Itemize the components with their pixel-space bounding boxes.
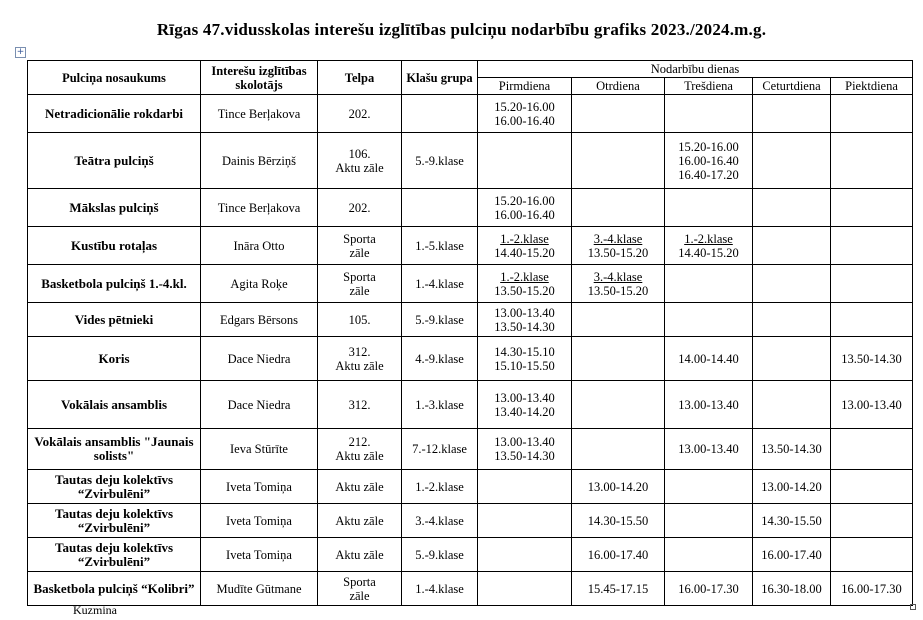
table-row [28,133,913,189]
table-row [28,504,913,538]
group-label: 3.-4.klase [593,231,643,246]
schedule-cell [831,470,913,504]
time-slot: 16.00-16.40 [678,153,739,168]
room-line: 105. [348,312,371,327]
time-slot: 15.10-15.50 [494,358,555,373]
time-slot: 16.40-17.20 [678,167,739,182]
table-move-handle-icon[interactable]: + [16,47,25,57]
teacher-name: Mudīte Gūtmane [201,572,318,606]
club-name: Netradicionālie rokdarbi [28,95,201,133]
header-teacher: Interešu izglītības skolotājs [201,61,318,95]
class-group: 1.-3.klase [402,381,478,429]
class-group [402,189,478,227]
time-slot: 13.00-14.20 [761,479,822,494]
header-day: Trešdiena [665,78,753,95]
club-name: Kustību rotaļas [28,227,201,265]
room-line: Sporta [343,231,376,246]
schedule-cell [478,303,572,337]
teacher-name: Ināra Otto [201,227,318,265]
schedule-cell [478,133,572,189]
schedule-cell [831,538,913,572]
schedule-cell [831,504,913,538]
room-line: zāle [349,245,370,260]
schedule-cell [831,133,913,189]
time-slot: 15.20-16.00 [678,139,739,154]
schedule-cell [572,265,665,303]
room-line: Sporta [343,269,376,284]
room-line: 106. [348,146,371,161]
time-slot: 13.50-15.20 [587,283,649,298]
time-slot: 13.00-13.40 [678,397,739,412]
schedule-cell [478,538,572,572]
header-room: Telpa [318,61,402,95]
class-group: 1.-2.klase [402,470,478,504]
class-group: 4.-9.klase [402,337,478,381]
schedule-cell [831,337,913,381]
room-cell [318,337,402,381]
club-name: Koris [28,337,201,381]
time-slot: 16.00-16.40 [494,113,555,128]
table-row [28,337,913,381]
room-line: Aktu zāle [335,547,384,562]
schedule-cell [753,227,831,265]
schedule-cell [831,189,913,227]
teacher-name: Agita Roķe [201,265,318,303]
schedule-cell [753,429,831,470]
table-row [28,189,913,227]
room-cell [318,572,402,606]
class-group: 5.-9.klase [402,303,478,337]
table-row [28,470,913,504]
time-slot: 13.50-14.30 [761,442,822,456]
time-slot: 13.00-13.40 [841,397,902,412]
schedule-cell [665,133,753,189]
schedule-cell [478,470,572,504]
time-slot: 16.00-16.40 [494,207,555,222]
time-slot: 14.40-15.20 [678,245,739,260]
header-days-title: Nodarbību dienas [478,61,913,78]
teacher-name: Dainis Bērziņš [201,133,318,189]
schedule-table [27,60,913,606]
time-slot: 13.50-14.30 [494,449,555,463]
group-label: 1.-2.klase [500,269,549,284]
table-row [28,227,913,265]
schedule-cell [665,572,753,606]
room-line: zāle [349,283,370,298]
schedule-cell [665,429,753,470]
schedule-cell [665,303,753,337]
class-group [402,95,478,133]
schedule-cell [478,95,572,133]
time-slot: 13.00-13.40 [494,390,555,405]
schedule-cell [478,504,572,538]
table-row [28,381,913,429]
room-line: 212. [348,435,371,449]
group-label: 3.-4.klase [593,269,643,284]
schedule-cell [478,381,572,429]
room-line: Aktu zāle [335,358,384,373]
time-slot: 16.00-17.40 [761,547,822,562]
table-row [28,303,913,337]
time-slot: 13.50-14.30 [841,351,902,366]
header-name: Pulciņa nosaukums [28,61,201,95]
schedule-cell [665,189,753,227]
schedule-cell [753,337,831,381]
class-group: 1.-4.klase [402,572,478,606]
group-label: 1.-2.klase [684,231,733,246]
schedule-cell [753,265,831,303]
schedule-cell [753,189,831,227]
schedule-cell [831,572,913,606]
schedule-cell [478,227,572,265]
document-title: Rīgas 47.vidusskolas interešu izglītības pulciņu nodarbību grafiks 2023./2024.m.g. [156,20,767,39]
class-group: 3.-4.klase [402,504,478,538]
room-line: Aktu zāle [335,160,384,175]
class-group: 5.-9.klase [402,133,478,189]
room-cell [318,303,402,337]
club-name: Basketbola pulciņš 1.-4.kl. [28,265,201,303]
room-line: zāle [349,588,370,603]
table-row [28,265,913,303]
header-day: Pirmdiena [478,78,572,95]
room-line: 202. [348,106,371,121]
teacher-name: Tince Berļakova [201,95,318,133]
schedule-cell [753,95,831,133]
header-group: Klašu grupa [402,61,478,95]
schedule-cell [478,337,572,381]
club-name: Tautas deju kolektīvs “Zvirbulēni” [28,470,201,504]
time-slot: 15.45-17.15 [587,581,649,596]
header-day: Otrdiena [572,78,665,95]
time-slot: 14.30-15.50 [761,513,822,528]
schedule-cell [753,470,831,504]
schedule-cell [753,133,831,189]
schedule-cell [665,227,753,265]
room-cell [318,133,402,189]
schedule-cell [665,95,753,133]
schedule-cell [665,337,753,381]
teacher-name: Iveta Tomiņa [201,538,318,572]
schedule-cell [572,429,665,470]
time-slot: 14.00-14.40 [678,351,739,366]
time-slot: 16.00-17.30 [841,581,902,596]
room-cell [318,429,402,470]
schedule-cell [665,265,753,303]
time-slot: 16.00-17.40 [587,547,649,562]
room-line: Aktu zāle [335,449,384,463]
schedule-cell [572,227,665,265]
schedule-cell [831,429,913,470]
room-line: Sporta [343,574,376,589]
schedule-cell [478,189,572,227]
schedule-cell [572,303,665,337]
footer-note: Kuzmina [73,603,117,617]
schedule-cell [831,227,913,265]
time-slot: 13.00-13.40 [494,435,555,449]
schedule-cell [478,572,572,606]
teacher-name: Iveta Tomiņa [201,504,318,538]
room-cell [318,504,402,538]
schedule-cell [572,189,665,227]
header-day: Ceturtdiena [753,78,831,95]
room-cell [318,95,402,133]
schedule-cell [572,337,665,381]
schedule-cell [572,133,665,189]
schedule-cell [753,303,831,337]
time-slot: 13.00-13.40 [494,305,555,320]
club-name: Vokālais ansamblis [28,381,201,429]
time-slot: 13.00-13.40 [678,442,739,456]
room-cell [318,538,402,572]
table-resize-handle[interactable] [910,604,916,610]
schedule-cell [753,572,831,606]
club-name: Vides pētnieki [28,303,201,337]
room-line: 312. [348,344,371,359]
table-row [28,572,913,606]
teacher-name: Dace Niedra [201,337,318,381]
club-name: Tautas deju kolektīvs “Zvirbulēni” [28,504,201,538]
schedule-cell [753,538,831,572]
schedule-cell [478,265,572,303]
schedule-cell [665,538,753,572]
teacher-name: Dace Niedra [201,381,318,429]
room-cell [318,470,402,504]
schedule-cell [753,504,831,538]
schedule-cell [665,381,753,429]
time-slot: 15.20-16.00 [494,99,555,114]
time-slot: 16.30-18.00 [761,581,822,596]
class-group: 5.-9.klase [402,538,478,572]
schedule-cell [572,504,665,538]
class-group: 1.-4.klase [402,265,478,303]
class-group: 7.-12.klase [402,429,478,470]
time-slot: 13.50-15.20 [494,283,555,298]
schedule-cell [831,265,913,303]
schedule-cell [665,470,753,504]
class-group: 1.-5.klase [402,227,478,265]
time-slot: 13.40-14.20 [494,404,555,419]
time-slot: 13.50-15.20 [587,245,649,260]
club-name: Basketbola pulciņš “Kolibri” [28,572,201,606]
time-slot: 16.00-17.30 [678,581,739,596]
time-slot: 15.20-16.00 [494,193,555,208]
table-row [28,429,913,470]
time-slot: 14.30-15.50 [587,513,649,528]
schedule-cell [831,95,913,133]
group-label: 1.-2.klase [500,231,549,246]
schedule-cell [831,303,913,337]
header-day: Piektdiena [831,78,913,95]
schedule-cell [478,429,572,470]
time-slot: 13.00-14.20 [587,479,649,494]
schedule-cell [753,381,831,429]
club-name: Teātra pulciņš [28,133,201,189]
teacher-name: Tince Berļakova [201,189,318,227]
schedule-cell [831,381,913,429]
room-cell [318,381,402,429]
club-name: Vokālais ansamblis "Jaunais solists" [28,429,201,470]
text-cursor [912,134,913,146]
schedule-cell [572,95,665,133]
room-cell [318,227,402,265]
room-line: Aktu zāle [335,513,384,528]
room-line: Aktu zāle [335,479,384,494]
teacher-name: Ieva Stūrīte [201,429,318,470]
teacher-name: Iveta Tomiņa [201,470,318,504]
room-cell [318,189,402,227]
table-row [28,95,913,133]
room-cell [318,265,402,303]
room-line: 202. [348,200,371,215]
room-line: 312. [348,397,371,412]
schedule-cell [665,504,753,538]
time-slot: 14.40-15.20 [494,245,555,260]
schedule-cell [572,470,665,504]
schedule-cell [572,381,665,429]
schedule-cell [572,572,665,606]
teacher-name: Edgars Bērsons [201,303,318,337]
club-name: Tautas deju kolektīvs “Zvirbulēni” [28,538,201,572]
club-name: Mākslas pulciņš [28,189,201,227]
time-slot: 13.50-14.30 [494,319,555,334]
table-row [28,538,913,572]
schedule-cell [572,538,665,572]
time-slot: 14.30-15.10 [494,344,555,359]
